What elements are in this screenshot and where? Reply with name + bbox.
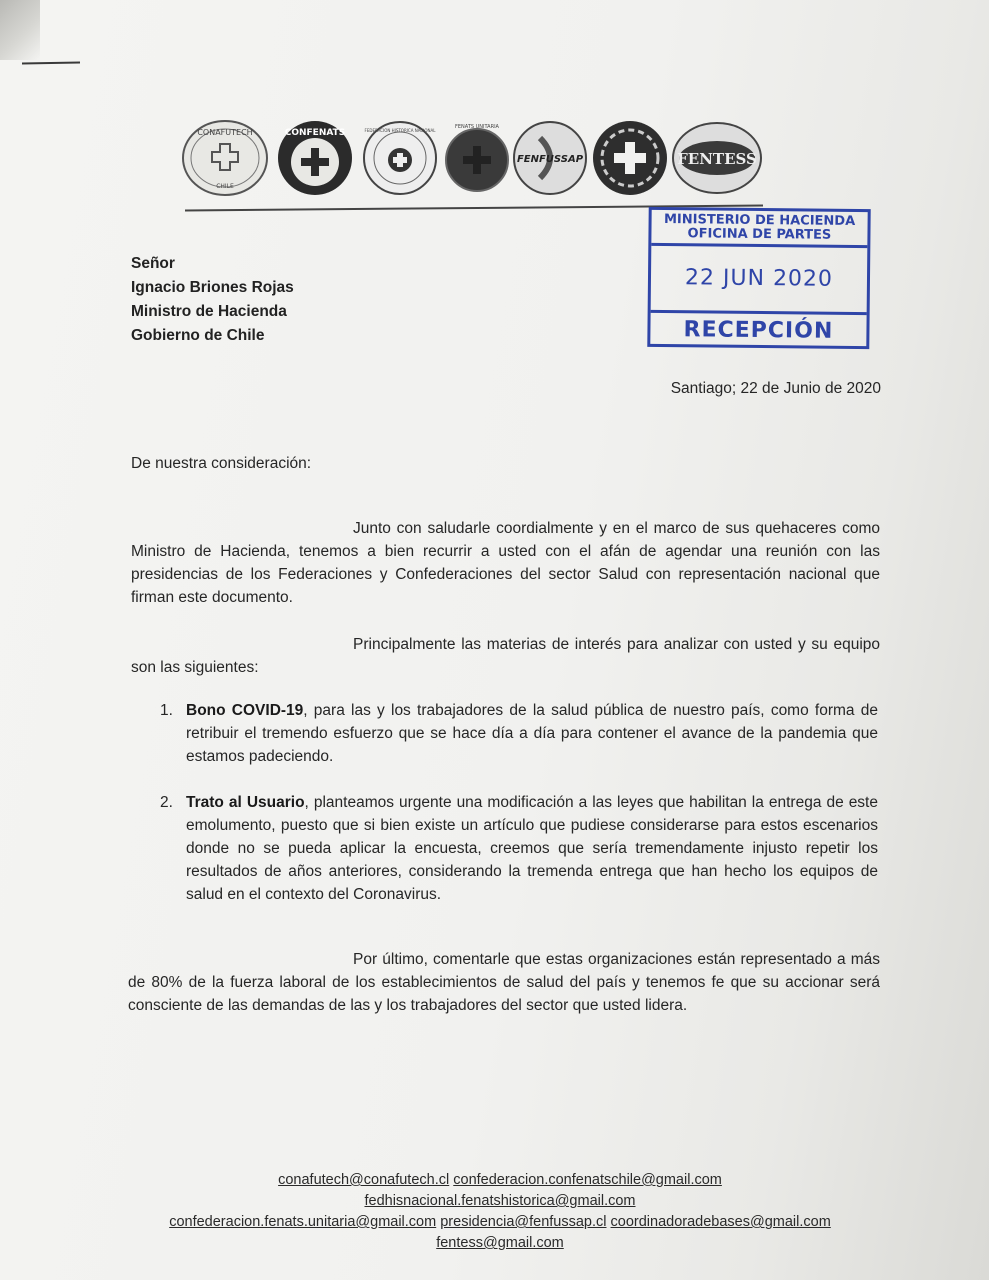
email-link[interactable]: confederacion.fenats.unitaria@gmail.com [169,1214,437,1230]
email-link[interactable]: presidencia@fenfussap.cl [440,1214,607,1230]
addressee-salutation: Señor [131,255,175,272]
list-item-text: , para las y los trabajadores de la salud pública de nuestro país, como forma de retribuir el tremendo esfuerzo que se hace día a día para contener el avance de la pandemia que estamos padeciendo. [186,702,878,765]
stamp-label: RECEPCIÓN [683,317,834,344]
conafutech-logo-sub: CHILE [216,183,234,190]
reception-stamp [647,207,870,349]
conafutech-logo-text: CONAFUTECH [197,128,253,137]
paragraph-topics: Principalmente las materias de interés para analizar con usted y su equipo son las siguientes: [131,636,880,676]
addressee-name: Ignacio Briones Rojas [131,279,294,296]
addressee-organization: Gobierno de Chile [131,327,265,344]
confenats-logo-text: CONFENATS [284,128,346,138]
fenfussap-logo-text: FENFUSSAP [516,154,584,165]
federacion-historica-logo-text: FEDERACION HISTORICA NACIONAL [364,128,436,133]
email-link[interactable]: coordinadoradebases@gmail.com [610,1214,831,1230]
list-item-title: Trato al Usuario [186,794,305,811]
greeting: De nuestra consideración: [131,455,312,472]
stamp-office: OFICINA DE PARTES [687,226,832,243]
addressee-position: Ministro de Hacienda [131,303,287,320]
fenats-unitaria-logo-text: FENATS UNITARIA [455,124,499,130]
list-item-title: Bono COVID-19 [186,702,304,719]
email-link[interactable]: confederacion.confenatschile@gmail.com [453,1172,722,1188]
coordinadora-bases-logo [590,118,670,198]
paragraph-closing: Por último, comentarle que estas organizaciones están representado a más de 80% de la fuerza laboral de los establecimientos de salud del país y tenemos fe que su accionar será consciente de las demandas de las y los trabajadores del sector que usted lidera. [128,951,880,1014]
fentess-logo [670,118,765,198]
list-item-text: , planteamos urgente una modificación a las leyes que habilitan la entrega de este emolumento, puesto que si bien existe un artículo que pudiese considerarse para estos escenarios donde no se pueda aplicar la encuesta, creemos que sería tremendamente injusto repetir los resultados de años anteriores, considerando la tremenda entrega que han hecho los equipos de salud en el contexto del Coronavirus. [186,794,878,903]
list-item [160,699,878,768]
fenats-unitaria-logo [442,118,512,198]
confenats-logo [275,118,355,198]
fentess-logo-text: FENTESS [677,150,757,168]
list-item [160,791,878,906]
place-date: Santiago; 22 de Junio de 2020 [670,380,881,397]
list-item-number: 1. [160,702,173,719]
addressee-block [131,252,294,348]
email-link[interactable]: fentess@gmail.com [436,1235,564,1251]
fenfussap-logo [510,118,590,198]
pen-mark [22,61,80,64]
organization-logos [180,118,770,198]
footer-contacts [100,1170,900,1254]
list-item-number: 2. [160,794,173,811]
conafutech-logo [180,118,270,198]
paragraph-intro: Junto con saludarle coordialmente y en el marco de sus quehaceres como Ministro de Hacienda, tenemos a bien recurrir a usted con el afán de agendar una reunión con las presidencias de los Federaciones y Confederaciones del sector Salud con representación nacional que firman este documento. [131,520,880,606]
stamp-ministry: MINISTERIO DE HACIENDA [663,212,856,230]
email-link[interactable]: fedhisnacional.fenatshistorica@gmail.com [364,1193,636,1209]
email-link[interactable]: conafutech@conafutech.cl [278,1172,450,1188]
stamp-date: 22 JUN 2020 [651,246,868,315]
federacion-historica-logo [360,118,440,198]
stamp-header [651,210,867,248]
page-corner-shadow [0,0,40,60]
